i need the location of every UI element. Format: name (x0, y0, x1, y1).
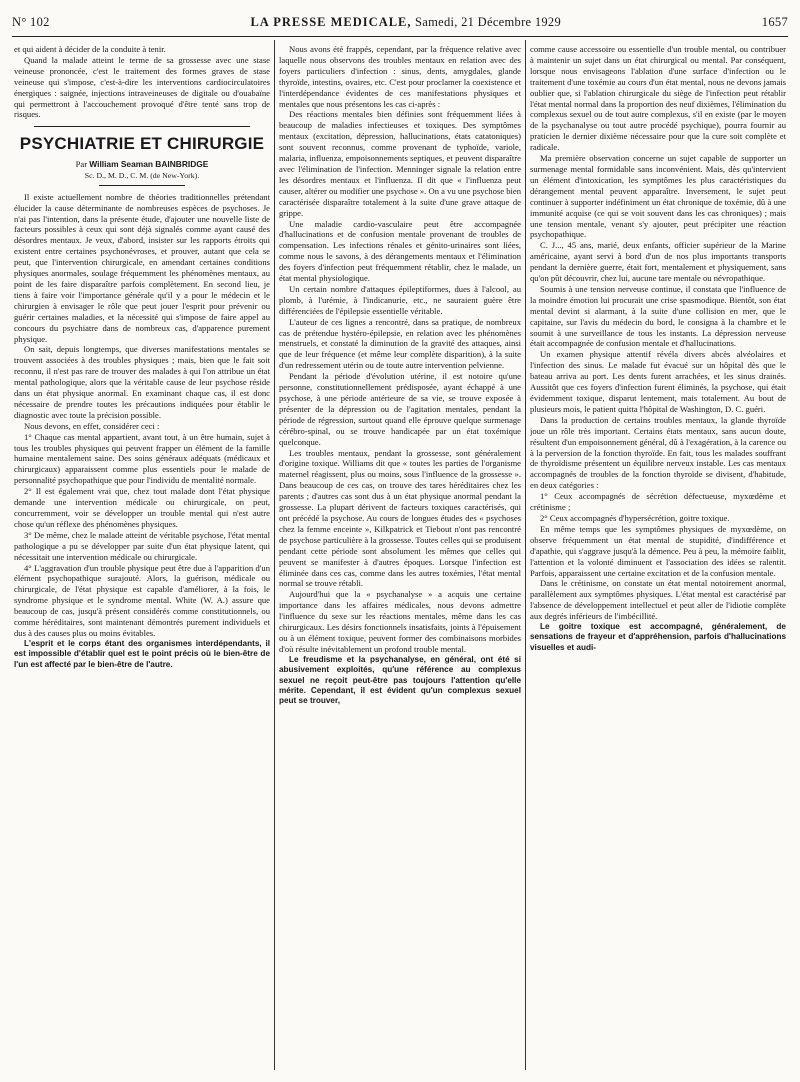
page-header (12, 8, 788, 36)
paragraph: On sait, depuis longtemps, que diverses manifestations mentales se trouvent associées à des troubles physiques ; mais, bien que le fait soit reconnu, il n'est pas rare de trouver des malades à qui l'on attribue un état mental pathologique, alors que la véritable cause de leur psychose réside dans un état physique anormal. En examinant chaque cas, il est donc nécessaire de prendre toutes les précautions indiquées pour établir le diagnostic avec toute la précision possible. (14, 344, 270, 420)
paragraph: 1° Chaque cas mental appartient, avant tout, à un être humain, sujet à tous les troubles physiques qui peuvent frapper un élément de la famille humaine mentalement saine. Des soins généraux adéquats (médicaux et chirurgicaux) apparaissent comme plus essentiels pour le malade de personnalité psychopathique que pour l'individu de mentalité normale. (14, 431, 270, 486)
bold-paragraph: L'esprit et le corps étant des organismes interdépendants, il est impossible d'établir quel est le point précis où le bien-être de l'un est affecté par le bien-être de l'autre. (14, 638, 270, 669)
byline (14, 159, 270, 170)
bold-paragraph: Le freudisme et la psychanalyse, en général, ont été si abusivement exploités, qu'une référence au complexus sexuel ne reçoit peut-être pas toujours l'attention qu'elle mérite. Cependant, il est évident qu'un complexus sexuel peut se trouver, (279, 654, 521, 706)
author-name: William Seaman BAINBRIDGE (89, 158, 209, 169)
article-title: PSYCHIATRIE ET CHIRURGIE (19, 134, 265, 154)
byline-prefix: Par (75, 158, 88, 169)
issue-number: N° 102 (12, 14, 50, 29)
paragraph: Des réactions mentales bien définies sont fréquemment liées à beaucoup de maladies infectieuses et toxiques. Des symptômes mentaux (excitation, dépression, hallucinations, états catatoniques) sont souvent reconnus, comme provenant de typhoïde, variole, malaria, influenza, empoisonnements septiques, et peuvent disparaître avec l'élimination de l'infection. Menninger signale la relation entre les désordres mentaux et l'influenza. Il dit que « l'influenza peut causer, altérer ou modifier une psychose ». On a vu une psychose bien caractérisée disparaître totalement à la suite d'une grave attaque de grippe. (279, 109, 521, 218)
paragraph: Une maladie cardio-vasculaire peut être accompagnée d'hallucinations et de confusion mentale provenant de troubles de compensation. Les infections rénales et génito-urinaires sont liées, comme nous le savons, à des dérangements mentaux et l'élimination des foyers d'infection peut fréquemment rétablir, chez le malade, un état mental physiologique. (279, 218, 521, 284)
paragraph: Il existe actuellement nombre de théories traditionnelles prétendant élucider la cause déterminante de nombreuses espèces de psychoses. Je n'ai pas l'intention, dans la présente étude, d'ajouter une nouvelle liste de facteurs possibles à ceux qui sont déjà signalés comme ayant causé des désordres mentaux. Je veux, d'abord, insister sur les rapports étroits qui existent entre certaines psychonévroses, et prouver, autant que cela se peut, que l'intervention chirurgicale, en amendant certaines conditions physiques anormales, soulage fréquemment les phénomènes mentaux, au point de les faire disparaître parfois complètement. En second lieu, je tiens à faire voir l'importance générale qu'il y a pour le médecin et le chirurgien à envisager le rôle que peut jouer l'esprit pour prévenir ou guérir certaines maladies, et la nécessité qui s'impose de faire appel au concours du psychiatre dans de nombreux cas, d'apparence purement physique. (14, 191, 270, 344)
paragraph: Nous devons, en effet, considérer ceci : (24, 420, 160, 431)
text-column-3 (530, 44, 786, 1076)
paragraph: Nous avons été frappés, cependant, par la fréquence relative avec laquelle nous observons des troubles mentaux en relation avec des foyers particuliers d'infection : sinus, dents, amygdales, glande thyroïde, intestins, ovaires, etc. C'est pour proclamer la coexistence et l'interdépendance évidentes de ces manifestations physiques et mentales que nous présentons les cas ci-après : (279, 44, 521, 109)
text-column-2 (279, 44, 521, 1076)
column-divider (525, 40, 526, 1070)
paragraph: Les troubles mentaux, pendant la grossesse, sont généralement d'origine toxique. Williams dit que « toutes les parties de l'organisme maternel réagissent, plus ou moins, sous l'influence de la grossesse ». Dans beaucoup de ces cas, on trouve des tares héréditaires chez les parents ; d'autres cas sont dus à un état physique anormal pendant la grossesse. La plupart dérivent de facteurs toxiques caractérisés, qui ont précédé la psychose. Au cours de longues études des « psychoses chez la femme enceinte », Kilkpatrick et Tiebout n'ont pas rencontré de psychose particulière à la grossesse. Toutes celles qui se produisent pendant cette période sont absolument les mêmes que celles qui peuvent se manifester à d'autres époques. Lorsque l'infection est éliminée dans ces cas, comme dans les autres toxémies, l'état mental normal se trouve rétabli. (279, 447, 521, 589)
paragraph: En même temps que les symptômes physiques de myxœdème, on observe fréquemment un état mental de stupidité, d'indifférence et d'apathie, qui s'aggrave jusqu'à la démence. Peu à peu, la mémoire faiblit, l'attention et la volonté diminuent et l'association des idées se ralentit. Parfois, apparaissent une certaine excitation et de la confusion mentale. (530, 523, 786, 578)
byline-divider (99, 185, 185, 186)
paragraph: comme cause accessoire ou essentielle d'un trouble mental, ou contribuer à maintenir un sujet dans un état chirurgical ou mental. Par conséquent, lorsque nous envisageons l'ablation d'une surface d'infection ou le traitement d'une toxémie au cours d'un état mental, nous ne devons jamais oublier que, si l'ablation chirurgicale du siège de l'infection peut rétablir l'état mental normal dans la proportion des neuf dixièmes, l'élimination du complexus sexuel ou de tout autre complexus, s'il en existe (par le moyen de la psychanalyse ou tout autre procédé psychique), pourra fournir au praticien le dernier dixième nécessaire pour que la cure soit complète et radicale. (530, 44, 786, 153)
paragraph: C. J..., 45 ans, marié, deux enfants, officier supérieur de la Marine américaine, ayant servi à bord d'un de nos plus importants transports pendant la dernière guerre, était fort, mentalement et physiquement, sans qu'on pût découvrir, chez lui, aucune tare mentale ou névropathique. (530, 240, 786, 284)
paragraph: Dans le crétinisme, on constate un état mental notoirement anormal, parallèlement aux symptômes physiques. L'état mental est caractérisé par l'absence de développement intellectuel et peut aller de l'idiotie complète aux degrés inférieurs de l'imbécillité. (530, 578, 786, 622)
title-divider (34, 126, 250, 127)
paragraph: 4° L'aggravation d'un trouble physique peut être due à l'apparition d'un élément psychopathique surajouté. Alors, la guérison, médicale ou chirurgicale, de l'état physique est capable d'améliorer, à la fois, le syndrome physique et le syndrome mental. White (W. A.) assure que beaucoup de cas, jusqu'à présent considérés comme constitutionnels, ou comme héréditaires, sont maintenant démontrés purement individuels et dus à des causes plus ou moins évitables. (14, 562, 270, 638)
bold-paragraph: Le goitre toxique est accompagné, généralement, de sensations de frayeur et d'appréhension, parfois d'hallucinations visuelles et audi- (530, 622, 786, 652)
text-column-1 (14, 44, 270, 1076)
paragraph: Un certain nombre d'attaques épileptiformes, dues à l'alcool, au plomb, à l'urémie, à l'indicanurie, etc., ne sauraient guère être différenciées de l'épilepsie essentielle véritable. (279, 283, 521, 316)
column-divider (274, 40, 275, 1070)
paragraph: Aujourd'hui que la « psychanalyse » a acquis une certaine importance dans les affaires médicales, nous devons admettre l'influence du sexe sur les réactions mentales, même dans les cas chirurgicaux. Les désirs fonctionnels insatisfaits, joints à l'épuisement ou à un élément toxique, peuvent former des combinaisons morbides d'où résulte inévitablement un profond trouble mental. (279, 589, 521, 654)
paragraph: L'auteur de ces lignes a rencontré, dans sa pratique, de nombreux cas de prétendue hystéro-épilepsie, en relation avec les phénomènes menstruels, et constaté la diminution de la gravité des attaques, ainsi que de leur fréquence (et même leur complète disparition), à la suite d'un redressement utérin ou de toute autre intervention pelvienne. (279, 316, 521, 371)
paragraph: 2° Ceux accompagnés d'hypersécrétion, goitre toxique. (540, 512, 730, 523)
paragraph: 2° Il est également vrai que, chez tout malade dont l'état physique demande une intervention médicale ou chirurgicale, on peut, concurremment, voir se développer un trouble mental qui n'est autre chose qu'un réflexe des phénomènes physiques. (14, 486, 270, 529)
paragraph: Pendant la période d'évolution utérine, il est notoire qu'une personne, constitutionnellement prédisposée, ayant échappé à une psychose, à une période antérieure de sa vie, se trouve exposée à présenter de la dépression ou de l'agitation mentales, pendant la période de régression, surtout quand elle éprouve quelque surmenage cérébro-spinal, ou se trouve handicapée par un état toxémique quelconque. (279, 371, 521, 447)
paragraph: Soumis à une tension nerveuse continue, il constata que l'influence de la moindre émotion lui procurait une crise spasmodique. Bientôt, son état mental devint si alarmant, à la suite d'une collision en mer, que le capitaine, sur l'avis du médecin du bord, le consigna à la chambre et le soumit à une surveillance de tous les instants. La dépression nerveuse était accompagnée de confusion mentale et d'hallucinations. (530, 283, 786, 349)
paragraph: Un examen physique attentif révéla divers abcès alvéolaires et l'infection des sinus. Le malade fut évacué sur un hôpital dès que le bateau arriva au port. Les dents furent arrachées, et les sinus drainés. Aussitôt que ces foyers d'infection furent éliminés, la psychose, qui était évidemment toxique, disparut lentement, mais totalement. Au bout de plusieurs mois, le patient quitta l'hôpital de Washington, D. C. guéri. (530, 349, 786, 414)
paragraph: 1° Ceux accompagnés de sécrétion défectueuse, myxœdème et crétinisme ; (530, 491, 786, 513)
author-credentials: Sc. D., M. D., C. M. (de New-York). (84, 170, 200, 180)
running-title (250, 15, 561, 30)
paragraph: Ma première observation concerne un sujet capable de supporter un surmenage mental formidable sans inconvénient. Mais, dès qu'intervient un élément d'intoxication, les symptômes les plus caractéristiques du dérangement mental peuvent apparaître. Inversement, le sujet peut continuer à supporter indéfiniment un état chronique de toxémie, dû à une immunité acquise (ce qui se voit souvent dans les cas chroniques) ; mais une tension mentale, venant s'y ajouter, peut précipiter une réaction psychopathique. (530, 153, 786, 240)
publication-name: LA PRESSE MEDICALE, (250, 14, 412, 29)
paragraph: Quand la malade atteint le terme de sa grossesse avec une stase veineuse prononcée, c'est le traitement des formes graves de stase veineuse qui s'impose, c'est-à-dire les interventions cardiocirculatoires énergiques : saignée, injections intraveineuses de digitale ou d'ouabaïne qui permettront à l'accouchement provoqué d'être tenté sans trop de risques. (14, 54, 270, 120)
paragraph: Dans la production de certains troubles mentaux, la glande thyroïde joue un rôle très important. Certains états mentaux, sans aucun doute, résultent d'un empoisonnement général, dû à l'exagération, à la carence ou à la perversion de la fonction thyroïde. En fait, tous les malades souffrant de thyroïdisme présentent un équilibre nerveux instable. Les cas mentaux accompagnés de troubles de la fonction thyroïde se divisent, d'habitude, en deux catégories : (530, 414, 786, 491)
paragraph: 3° De même, chez le malade atteint de véritable psychose, l'état mental pathologique a pu se développer par suite d'un état physique latent, qui nécessitait une intervention médicale ou chirurgicale. (14, 529, 270, 562)
issue-date: Samedi, 21 Décembre 1929 (414, 14, 562, 29)
page-number: 1657 (761, 14, 788, 29)
paragraph: et qui aident à décider de la conduite à tenir. (14, 44, 166, 54)
header-rule (12, 36, 788, 37)
